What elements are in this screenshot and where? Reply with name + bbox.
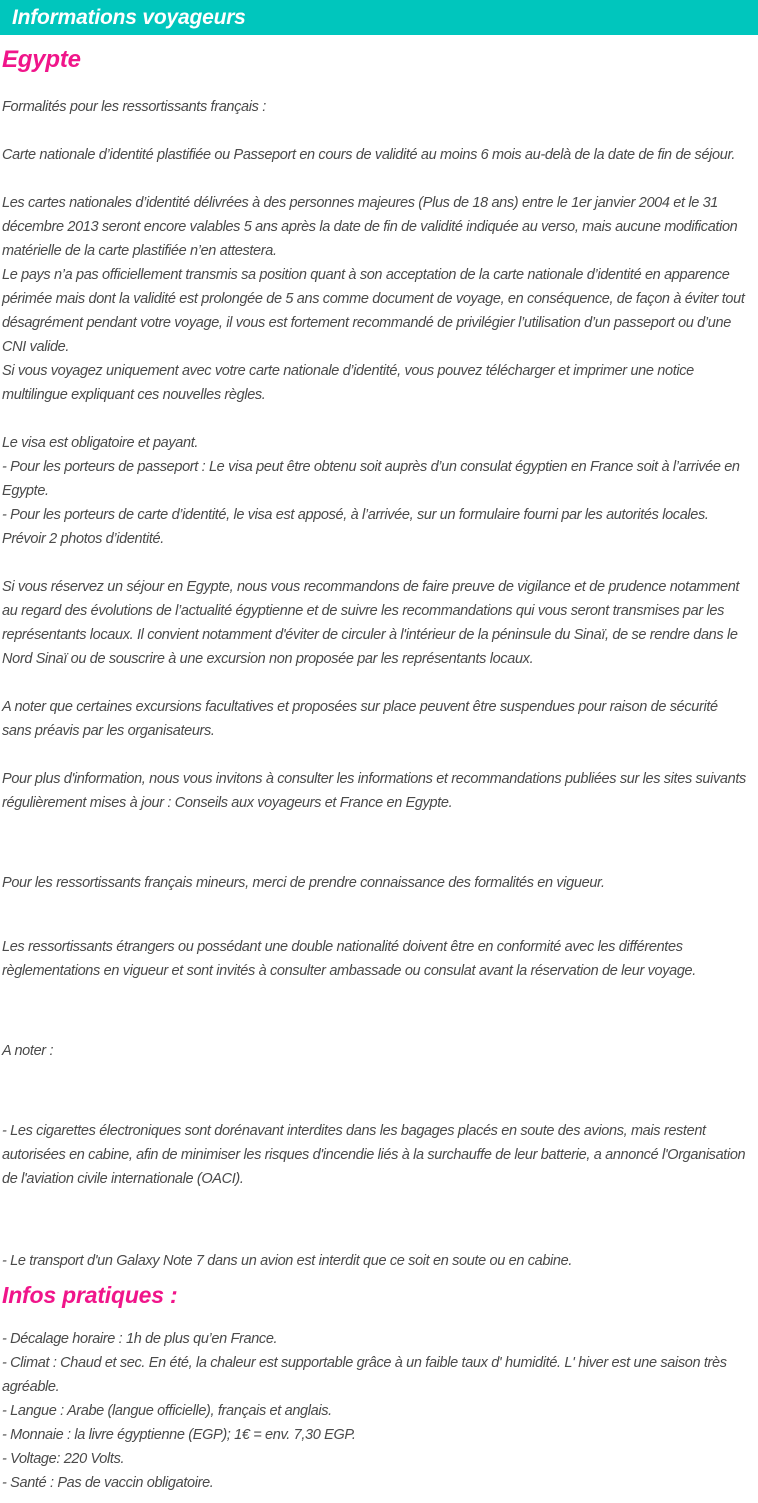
info-item-monnaie: - Monnaie : la livre égyptienne (EGP); 1€ = env. 7,30 EGP. [2,1427,356,1443]
info-item-langue: - Langue : Arabe (langue officielle), français et anglais. [2,1403,332,1419]
paragraph-galaxy-note: - Le transport d'un Galaxy Note 7 dans un avion est interdit que ce soit en soute ou en cabine. [2,1253,573,1269]
info-item-sante: - Santé : Pas de vaccin obligatoire. [2,1475,214,1491]
paragraph-visa-carte: - Pour les porteurs de carte d’identité, le visa est apposé, à l’arrivée, sur un formulaire fourni par les autorités locales. Prévoir 2 photos d’identité. [2,507,709,547]
paragraph-cni-validite: Carte nationale d’identité plastifiée ou Passeport en cours de validité au moins 6 mois au-delà de la date de fin de séjour. [2,147,736,163]
infos-pratiques-heading: Infos pratiques : [2,1282,178,1308]
info-item-decalage: - Décalage horaire : 1h de plus qu’en France. [2,1331,278,1347]
paragraph-sites: Pour plus d'information, nous vous invitons à consulter les informations et recommandations publiées sur les sites suivants régulièrement mises à jour : Conseils aux voyageurs et France en Egypte. [2,771,746,811]
paragraph-etrangers: Les ressortissants étrangers ou possédant une double nationalité doivent être en conformité avec les différentes règlementations en vigueur et sont invités à consulter ambassade ou consulat avant la réservation de leur voyage. [2,939,696,979]
paragraph-vigilance: Si vous réservez un séjour en Egypte, nous vous recommandons de faire preuve de vigilance et de prudence notamment au regard des évolutions de l’actualité égyptienne et de suivre les recommandations qui vous seront transmises par les représentants locaux. Il convient notamment d'éviter de circuler à l'intérieur de la péninsule du Sinaï, de se rendre dans le Nord Sinaï ou de souscrire à une excursion non proposée par les représentants locaux. [2,579,740,667]
info-item-climat: - Climat : Chaud et sec. En été, la chaleur est supportable grâce à un faible taux d' humidité. L' hiver est une saison très agréable. [2,1355,727,1395]
paragraph-cartes-2004: Les cartes nationales d’identité délivrées à des personnes majeures (Plus de 18 ans) entre le 1er janvier 2004 et le 31 décembre 2013 seront encore valables 5 ans après la date de fin de validité indiquée au verso, mais aucune modification matérielle de la carte plastifiée n’en attestera. [2,195,738,259]
paragraph-excursions: A noter que certaines excursions facultatives et proposées sur place peuvent être suspendues pour raison de sécurité sans préavis par les organisateurs. [2,699,718,739]
infos-pratiques-list [2,1327,750,1495]
info-item-voltage: - Voltage: 220 Volts. [2,1451,125,1467]
paragraph-a-noter: A noter : [2,1043,54,1059]
country-heading: Egypte [2,46,81,73]
paragraph-mineurs: Pour les ressortissants français mineurs, merci de prendre connaissance des formalités en vigueur. [2,875,605,891]
paragraph-visa: Le visa est obligatoire et payant. [2,435,199,451]
document-content [0,47,758,1503]
paragraph-visa-passeport: - Pour les porteurs de passeport : Le visa peut être obtenu soit auprès d’un consulat égyptien en France soit à l’arrivée en Egypte. [2,459,740,499]
paragraph-formalites: Formalités pour les ressortissants français : [2,99,266,115]
page-title: Informations voyageurs [12,5,246,29]
paragraph-pays-position: Le pays n’a pas officiellement transmis sa position quant à son acceptation de la carte nationale d’identité en apparence périmée mais dont la validité est prolongée de 5 ans comme document de voyage, en conséquence, de façon à éviter tout désagrément pendant votre voyage, il vous est fortement recommandé de privilégier l’utilisation d’un passeport ou d’une CNI valide. [2,267,745,355]
paragraph-cigarettes: - Les cigarettes électroniques sont dorénavant interdites dans les bagages placés en soute des avions, mais restent autorisées en cabine, afin de minimiser les risques d'incendie liés à la surchauffe de leur batterie, a annoncé l'Organisation de l'aviation civile internationale (OACI). [2,1123,746,1187]
paragraph-telecharger-notice: Si vous voyagez uniquement avec votre carte nationale d’identité, vous pouvez télécharger et imprimer une notice multilingue expliquant ces nouvelles règles. [2,363,694,403]
header-bar [0,0,758,35]
